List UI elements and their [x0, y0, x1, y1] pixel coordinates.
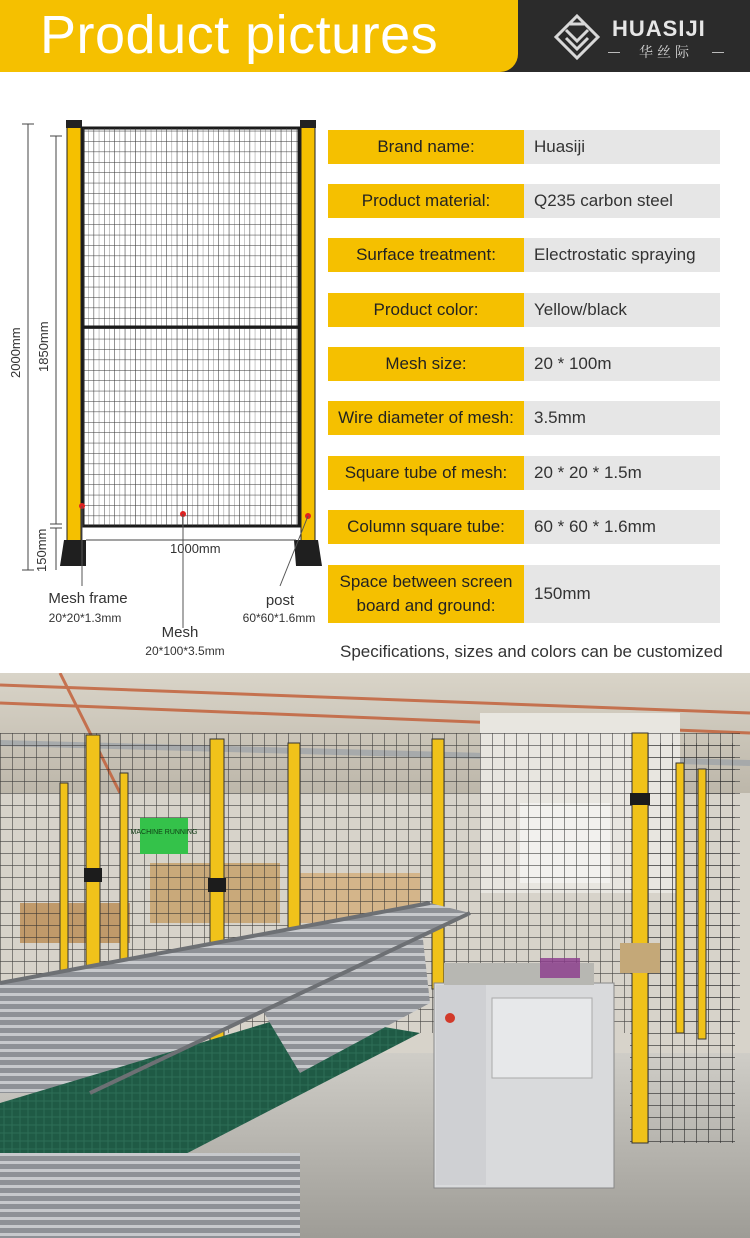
brand-logo-icon	[552, 12, 602, 62]
spec-key: Brand name:	[328, 130, 524, 164]
post-spec: 60*60*1.6mm	[242, 611, 316, 625]
spec-key: Square tube of mesh:	[328, 456, 524, 490]
left-post	[67, 124, 81, 542]
left-post-cap	[66, 120, 82, 128]
spec-value: 3.5mm	[524, 401, 720, 435]
spec-key: Surface treatment:	[328, 238, 524, 272]
spec-value: 20 * 20 * 1.5m	[524, 456, 720, 490]
mesh-spec: 20*100*3.5mm	[145, 644, 225, 658]
spec-key: Product material:	[328, 184, 524, 218]
spec-key: Mesh size:	[328, 347, 524, 381]
right-post-cap	[300, 120, 316, 128]
dim-total-height: 2000mm	[8, 327, 23, 378]
spec-value: Electrostatic spraying	[524, 238, 720, 272]
customization-note: Specifications, sizes and colors can be customized	[340, 642, 723, 661]
spec-row	[328, 565, 720, 623]
right-foot	[294, 540, 322, 566]
mesh-frame-label: Mesh frame	[48, 590, 128, 607]
header-title-panel	[0, 0, 518, 72]
spec-key: Product color:	[328, 293, 524, 327]
dim-mesh-height: 1850mm	[36, 321, 51, 372]
spec-value: Q235 carbon steel	[524, 184, 720, 218]
brand-divider	[712, 52, 724, 53]
spec-row	[328, 510, 720, 544]
spec-value: 150mm	[524, 565, 720, 623]
spec-row	[328, 130, 720, 164]
brand-name-en: HUASIJI	[612, 16, 706, 41]
factory-photo	[0, 673, 750, 1238]
right-post	[301, 124, 315, 542]
spec-value: Huasiji	[524, 130, 720, 164]
spec-row	[328, 293, 720, 327]
spec-key: Wire diameter of mesh:	[328, 401, 524, 435]
factory-illustration	[0, 673, 750, 1238]
post-label: post	[265, 592, 295, 609]
spec-row	[328, 347, 720, 381]
spec-row	[328, 401, 720, 435]
spec-value: 60 * 60 * 1.6mm	[524, 510, 720, 544]
page-title: Product pictures	[40, 5, 439, 65]
fence-drawing	[0, 110, 330, 670]
spec-key: Column square tube:	[328, 510, 524, 544]
spec-row	[328, 238, 720, 272]
spec-value: Yellow/black	[524, 293, 720, 327]
dim-width: 1000mm	[170, 541, 221, 556]
mesh-frame-spec: 20*20*1.3mm	[48, 611, 122, 625]
fence-diagram	[0, 110, 330, 670]
spec-key: Space between screen board and ground:	[328, 565, 524, 623]
header-bar	[0, 0, 750, 72]
dim-ground-gap: 150mm	[34, 528, 49, 572]
mesh-label: Mesh	[161, 624, 199, 641]
sign-text: MACHINE RUNNING	[130, 829, 198, 836]
spec-row	[328, 184, 720, 218]
machine-running-sign	[140, 818, 188, 854]
brand-name-cn: 华丝际	[639, 44, 693, 60]
spec-value: 20 * 100m	[524, 347, 720, 381]
spec-row	[328, 456, 720, 490]
